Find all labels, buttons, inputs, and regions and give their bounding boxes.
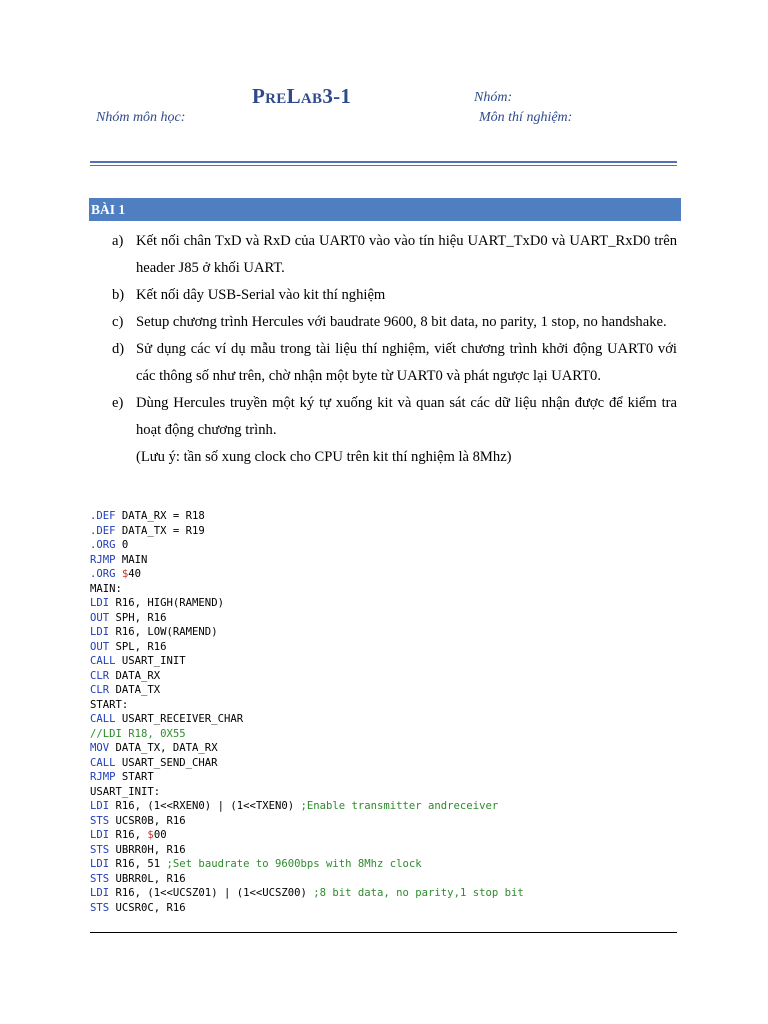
code-line: [90, 886, 524, 901]
code-line: [90, 799, 524, 814]
list-text: Setup chương trình Hercules với baudrate 9600, 8 bit data, no parity, 1 stop, no handshake.: [136, 314, 667, 330]
code-text: R16, 51: [109, 858, 167, 870]
code-keyword: STS: [90, 872, 110, 885]
code-line: [90, 741, 524, 756]
course-group-label: Nhóm môn học:: [96, 110, 186, 125]
code-text: SPH, R16: [109, 611, 167, 624]
code-line: [90, 872, 524, 887]
code-keyword: CLR: [90, 684, 110, 696]
code-text: USART_SEND_CHAR: [115, 756, 218, 769]
code-line: [90, 901, 524, 916]
code-keyword: .ORG: [90, 568, 116, 580]
code-line: [90, 640, 524, 655]
code-line: [90, 582, 524, 597]
list-marker: b): [112, 287, 125, 303]
code-keyword: STS: [90, 843, 110, 856]
list-item: [112, 309, 677, 336]
code-keyword: .DEF: [90, 510, 116, 522]
code-keyword: CALL: [90, 713, 116, 725]
code-text: START: [115, 771, 154, 783]
code-text: DATA_TX: [109, 684, 161, 696]
code-text: R16, LOW(RAMEND): [109, 626, 218, 638]
code-line: [90, 756, 524, 771]
code-text: DATA_RX: [109, 669, 161, 682]
code-line: [90, 553, 524, 568]
code-text: UCSR0C, R16: [109, 901, 186, 914]
list-text: Sử dụng các ví dụ mẫu trong tài liệu thí nghiệm, viết chương trình khởi động UART0 với các thông số như trên, chờ nhận một byte từ UART0 và phát ngược lại UART0.: [136, 341, 677, 384]
code-keyword: LDI: [90, 626, 110, 638]
code-text: 40: [128, 568, 142, 580]
code-keyword: OUT: [90, 611, 110, 624]
code-line: [90, 727, 524, 742]
code-text: MAIN: [115, 553, 148, 566]
lab-subject-label: Môn thí nghiệm:: [479, 110, 573, 125]
code-text: UBRR0L, R16: [109, 872, 186, 885]
list-marker: d): [112, 341, 125, 357]
code-line: [90, 538, 524, 553]
cpu-clock-note: (Lưu ý: tần số xung clock cho CPU trên kit thí nghiệm là 8Mhz): [136, 449, 512, 465]
code-line: [90, 698, 524, 713]
code-line: [90, 567, 524, 582]
list-item: [112, 228, 677, 282]
code-line: [90, 524, 524, 539]
code-keyword: LDI: [90, 800, 110, 812]
code-keyword: RJMP: [90, 553, 116, 566]
list-text: Dùng Hercules truyền một ký tự xuống kit và quan sát các dữ liệu nhận được để kiểm tra hoạt động chương trình.: [136, 395, 677, 438]
page-title: PRELAB3-1: [252, 84, 352, 108]
code-keyword: RJMP: [90, 771, 116, 783]
code-text: R16, (1<<RXEN0) | (1<<TXEN0): [109, 800, 301, 812]
code-line: [90, 857, 524, 872]
group-label: Nhóm:: [474, 90, 513, 105]
code-line: [90, 828, 524, 843]
code-keyword: OUT: [90, 640, 110, 653]
code-comment: ;8 bit data, no parity,1 stop bit: [313, 887, 524, 899]
header-divider: [90, 161, 677, 166]
code-text: R16, (1<<UCSZ01) | (1<<UCSZ00): [109, 887, 314, 899]
code-keyword: LDI: [90, 887, 110, 899]
code-comment: ;Enable transmitter andreceiver: [300, 800, 499, 812]
code-comment: //LDI R18, 0X55: [90, 727, 186, 740]
code-keyword: CALL: [90, 756, 116, 769]
list-text: Kết nối chân TxD và RxD của UART0 vào vào tín hiệu UART_TxD0 và UART_RxD0 trên header J85 ở khối UART.: [136, 233, 677, 276]
code-keyword: MOV: [90, 742, 110, 754]
list-marker: a): [112, 233, 124, 249]
code-line: [90, 712, 524, 727]
code-keyword: .ORG: [90, 539, 116, 551]
code-text: 0: [115, 539, 129, 551]
code-text: START:: [90, 698, 129, 711]
list-item: [112, 282, 677, 309]
code-line: [90, 669, 524, 684]
code-line: [90, 814, 524, 829]
code-line: [90, 625, 524, 640]
code-line: [90, 509, 524, 524]
code-text: DATA_TX = R19: [115, 524, 205, 537]
footer-divider: [90, 932, 677, 933]
code-text: R16,: [109, 829, 148, 841]
code-keyword: LDI: [90, 829, 110, 841]
code-text: USART_INIT: [115, 655, 186, 667]
code-hex-prefix: $: [147, 829, 154, 841]
code-keyword: LDI: [90, 858, 110, 870]
code-text: DATA_RX = R18: [115, 510, 205, 522]
code-line: [90, 654, 524, 669]
code-text: 00: [153, 829, 167, 841]
list-item: [112, 390, 677, 444]
code-text: UBRR0H, R16: [109, 843, 186, 856]
code-text: SPL, R16: [109, 640, 167, 653]
code-keyword: CLR: [90, 669, 110, 682]
code-text: R16, HIGH(RAMEND): [109, 597, 224, 609]
list-marker: c): [112, 314, 124, 330]
code-line: [90, 785, 524, 800]
code-text: USART_INIT:: [90, 785, 161, 798]
code-keyword: CALL: [90, 655, 116, 667]
code-line: [90, 611, 524, 626]
section-heading: BÀI 1: [89, 198, 681, 221]
list-text: Kết nối dây USB-Serial vào kit thí nghiệm: [136, 287, 386, 303]
code-text: DATA_TX, DATA_RX: [109, 742, 218, 754]
code-keyword: .DEF: [90, 524, 116, 537]
task-list: [112, 228, 677, 471]
code-text: UCSR0B, R16: [109, 814, 186, 827]
code-line: [90, 683, 524, 698]
list-item: [112, 336, 677, 390]
code-keyword: STS: [90, 814, 110, 827]
code-text: USART_RECEIVER_CHAR: [115, 713, 244, 725]
code-line: [90, 596, 524, 611]
list-marker: e): [112, 395, 124, 411]
code-keyword: LDI: [90, 597, 110, 609]
code-comment: ;Set baudrate to 9600bps with 8Mhz clock: [166, 858, 422, 870]
code-keyword: STS: [90, 901, 110, 914]
code-line: [90, 770, 524, 785]
code-hex-prefix: $: [121, 568, 129, 580]
assembly-code-block: [90, 509, 524, 915]
code-line: [90, 843, 524, 858]
code-text: MAIN:: [90, 582, 122, 595]
